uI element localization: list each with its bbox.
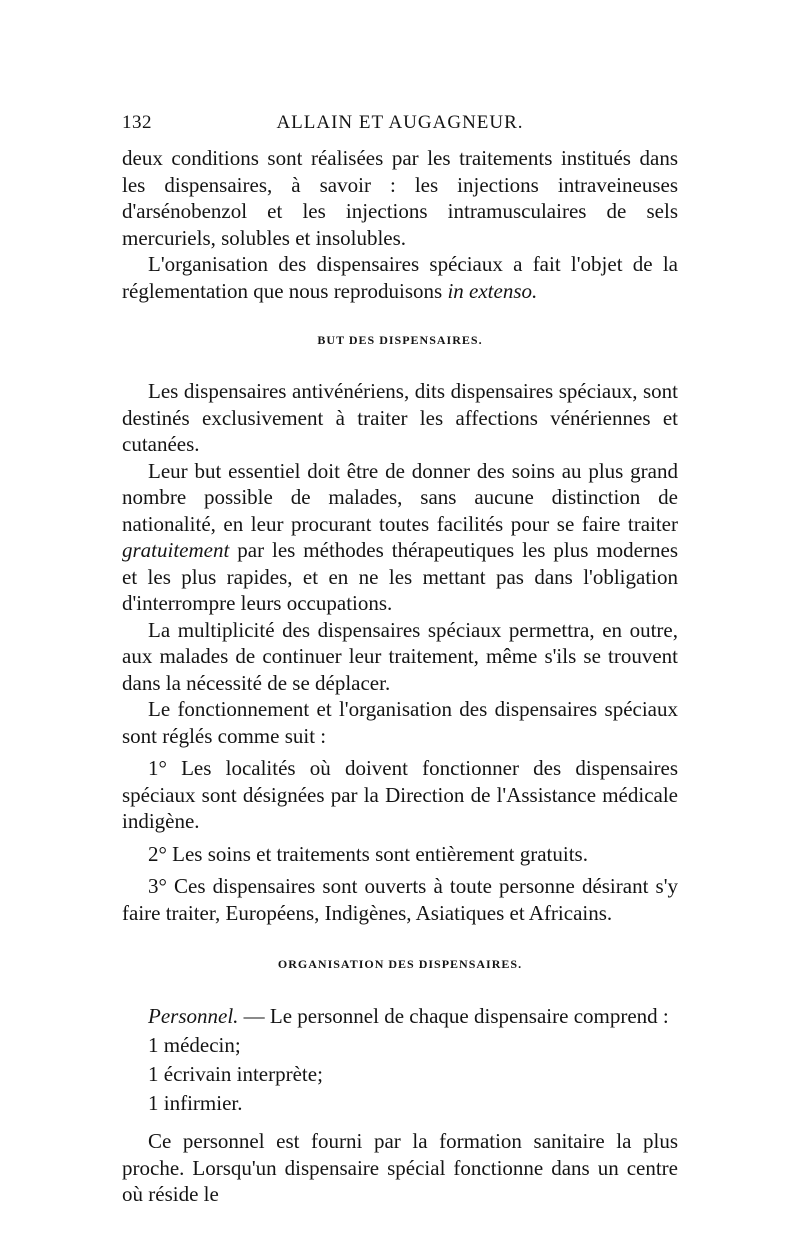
section1-paragraph-4: Le fonctionnement et l'organisation des dispensaires spéciaux sont réglés comme suit : <box>122 697 678 748</box>
section1-paragraph-2 <box>122 458 678 617</box>
list-item-3: 3° Ces dispensaires sont ouverts à toute personne désirant s'y faire traiter, Européens, Indigènes, Asiatiques et Africains. <box>122 874 678 925</box>
page-header <box>122 112 678 142</box>
section1-paragraph-3: La multiplicité des dispensaires spéciaux permettra, en outre, aux malades de continuer leur traitement, même s'ils se trouvent dans la nécessité de se déplacer. <box>122 617 678 695</box>
list-item-2: 2° Les soins et traitements sont entièrement gratuits. <box>148 841 588 866</box>
staff-item: 1 infirmier. <box>148 1091 243 1115</box>
page-body <box>122 145 678 1208</box>
final-paragraph: Ce personnel est fourni par la formation sanitaire la plus proche. Lorsqu'un dispensaire spécial fonctionne dans un centre où réside le <box>122 1129 678 1206</box>
intro-paragraph-2-text: L'organisation des dispensaires spéciaux a fait l'objet de la réglementation que nous reproduisons <box>122 252 678 303</box>
section1-paragraph-2-text: Leur but essentiel doit être de donner des soins au plus grand nombre possible de malades, sans aucune distinction de nationalité, en leur procurant toutes facilités pour se faire traiter <box>122 458 678 536</box>
intro-paragraph-2-italic: in extenso. <box>447 278 538 303</box>
personnel-paragraph <box>122 1002 678 1031</box>
staff-item: 1 médecin; <box>148 1033 241 1057</box>
intro-paragraph-2 <box>122 251 678 304</box>
list-item-1: 1° Les localités où doivent fonctionner des dispensaires spéciaux sont désignées par la Direction de l'Assistance médicale indigène. <box>122 756 678 833</box>
running-title: ALLAIN ET AUGAGNEUR. <box>276 112 524 133</box>
section1-paragraph-2-tail: par les méthodes thérapeutiques les plus modernes et les plus rapides, et en ne les mettant pas dans l'obligation d'interrompre leurs occupations. <box>122 538 678 615</box>
section1-paragraph-2-italic: gratuitement <box>122 538 230 562</box>
page-number: 132 <box>122 112 152 133</box>
personnel-text: — Le personnel de chaque dispensaire comprend : <box>238 1004 669 1028</box>
staff-item: 1 écrivain interprète; <box>148 1062 323 1086</box>
intro-paragraph-1: deux conditions sont réalisées par les traitements institués dans les dispensaires, à savoir : les injections intraveineuses d'arsénobenzol et les injections intramusculaires de sels mercuriels, solubles et insolubles. <box>122 146 678 250</box>
section-heading-but: BUT DES DISPENSAIRES. <box>317 333 483 347</box>
personnel-label: Personnel. <box>148 1004 239 1028</box>
section1-paragraph-1: Les dispensaires antivénériens, dits dispensaires spéciaux, sont destinés exclusivement à traiter les affections vénériennes et cutanées. <box>122 379 678 456</box>
section-heading-organisation: ORGANISATION DES DISPENSAIRES. <box>277 957 523 971</box>
